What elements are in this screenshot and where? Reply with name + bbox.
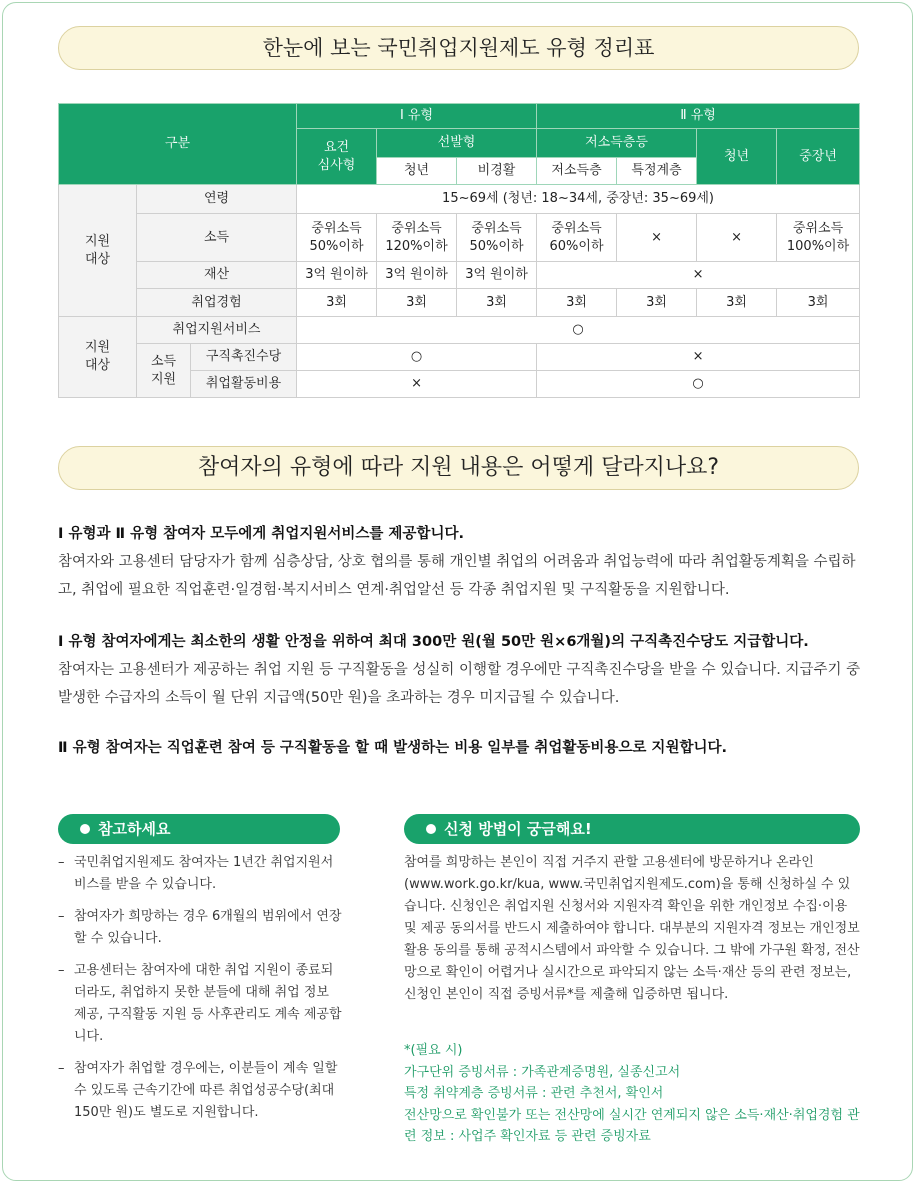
summary-table-title: 한눈에 보는 국민취업지원제도 유형 정리표 bbox=[58, 26, 859, 70]
support-content-title: 참여자의 유형에 따라 지원 내용은 어떻게 달라지나요? bbox=[58, 446, 859, 490]
bullet-dot-icon bbox=[80, 824, 90, 834]
paragraph-heading: Ⅰ 유형 참여자에게는 최소한의 생활 안정을 위하여 최대 300만 원(월 50만 원×6개월)의 구직촉진수당도 지급합니다. bbox=[58, 634, 809, 650]
paragraph-1 bbox=[58, 520, 863, 604]
paragraph-2 bbox=[58, 628, 863, 712]
income-support-label: 소득 지원 bbox=[137, 344, 191, 398]
row-label-asset: 재산 bbox=[137, 262, 297, 289]
paragraph-body: 참여자는 고용센터가 제공하는 취업 지원 등 구직활동을 성실히 이행할 경우에만 구직촉진수당을 받을 수 있습니다. 지급주기 중 발생한 수급자의 소득이 월 단위 지급액(50만 원)을 초과하는 경우 미지급될 수 있습니다. bbox=[58, 662, 861, 706]
list-item: – 참여자가 취업할 경우에는, 이분들이 계속 일할 수 있도록 근속기간에 따른 취업성공수당(최대 150만 원)도 별도로 지원합니다. bbox=[58, 1058, 344, 1124]
experience-cell: 3회 bbox=[617, 289, 697, 317]
group-target: 지원 대상 bbox=[59, 185, 137, 317]
experience-cell: 3회 bbox=[697, 289, 777, 317]
allowance-cell: × bbox=[537, 344, 860, 371]
experience-cell: 3회 bbox=[537, 289, 617, 317]
program-type-table bbox=[58, 103, 860, 398]
activity-cell: × bbox=[297, 371, 537, 398]
row-label-service: 취업지원서비스 bbox=[137, 317, 297, 344]
income-cell: 중위소득 50%이하 bbox=[297, 214, 377, 262]
income-cell: 중위소득 60%이하 bbox=[537, 214, 617, 262]
service-value: ○ bbox=[297, 317, 860, 344]
income-cell: 중위소득 100%이하 bbox=[777, 214, 860, 262]
header-special-vulnerable: 특정계층 bbox=[617, 158, 697, 185]
income-cell: × bbox=[617, 214, 697, 262]
header-selection-type: 선발형 bbox=[377, 129, 537, 158]
row-label-allowance: 구직촉진수당 bbox=[191, 344, 297, 371]
header-type1: Ⅰ 유형 bbox=[297, 104, 537, 129]
list-item: – 고용센터는 참여자에 대한 취업 지원이 종료되더라도, 취업하지 못한 분들에 대해 취업 정보 제공, 구직활동 지원 등 사후관리도 계속 제공합니다. bbox=[58, 960, 344, 1048]
age-value: 15~69세 (청년: 18~34세, 중장년: 35~69세) bbox=[297, 185, 860, 214]
paragraph-body: 참여자와 고용센터 담당자가 함께 심층상담, 상호 협의를 통해 개인별 취업의 어려움과 취업능력에 따라 취업활동계획을 수립하고, 취업에 필요한 직업훈련·일경험·복지서비스 연계·취업알선 등 각종 취업지원 및 구직활동을 지원합니다. bbox=[58, 554, 856, 598]
experience-cell: 3회 bbox=[297, 289, 377, 317]
header-youth: 청년 bbox=[697, 129, 777, 185]
reference-tag bbox=[58, 814, 340, 844]
reference-list bbox=[58, 852, 344, 1134]
experience-cell: 3회 bbox=[777, 289, 860, 317]
paragraph-heading: Ⅱ 유형 참여자는 직업훈련 참여 등 구직활동을 할 때 발생하는 비용 일부를 취업활동비용으로 지원합니다. bbox=[58, 740, 727, 756]
header-type2: Ⅱ 유형 bbox=[537, 104, 860, 129]
paragraph-heading: Ⅰ 유형과 Ⅱ 유형 참여자 모두에게 취업지원서비스를 제공합니다. bbox=[58, 526, 464, 542]
header-category: 구분 bbox=[59, 104, 297, 185]
experience-cell: 3회 bbox=[377, 289, 457, 317]
asset-cell: 3억 원이하 bbox=[377, 262, 457, 289]
bullet-dot-icon bbox=[426, 824, 436, 834]
asset-cell: 3억 원이하 bbox=[297, 262, 377, 289]
document-notes bbox=[404, 1040, 866, 1148]
apply-text: 참여를 희망하는 본인이 직접 거주지 관할 고용센터에 방문하거나 온라인(www.work.go.kr/kua, www.국민취업지원제도.com)을 통해 신청하실 수 있습니다. 신청인은 취업지원 신청서와 지원자격 확인을 위한 개인정보 수집·이용 및 제공 동의서를 반드시 제출하여야 합니다. 대부분의 지원자격 정보는 개인정보 활용 동의를 통해 공적시스템에서 파악할 수 있습니다. 그 밖에 가구원 확정, 전산망으로 확인이 어렵거나 실시간으로 파악되지 않는 소득·재산 등의 관련 정보는, 신청인 본인이 직접 증빙서류*를 제출해 입증하면 됩니다. bbox=[404, 855, 860, 1002]
paragraph-3 bbox=[58, 734, 863, 762]
header-low-income-etc: 저소득층등 bbox=[537, 129, 697, 158]
list-item: – 참여자가 희망하는 경우 6개월의 범위에서 연장할 수 있습니다. bbox=[58, 906, 344, 950]
group-support: 지원 대상 bbox=[59, 317, 137, 398]
note-line: 전산망으로 확인불가 또는 전산망에 실시간 연계되지 않은 소득·재산·취업경험 관련 정보 : 사업주 확인자료 등 관련 증빙자료 bbox=[404, 1107, 860, 1144]
allowance-cell: ○ bbox=[297, 344, 537, 371]
row-label-activity-cost: 취업활동비용 bbox=[191, 371, 297, 398]
note-line: 특정 취약계층 증빙서류 : 관련 추천서, 확인서 bbox=[404, 1086, 664, 1101]
row-label-age: 연령 bbox=[137, 185, 297, 214]
header-review-type: 요건 심사형 bbox=[297, 129, 377, 185]
apply-tag bbox=[404, 814, 860, 844]
income-cell: 중위소득 50%이하 bbox=[457, 214, 537, 262]
income-cell: × bbox=[697, 214, 777, 262]
income-cell: 중위소득 120%이하 bbox=[377, 214, 457, 262]
header-selection-youth: 청년 bbox=[377, 158, 457, 185]
note-line: 가구단위 증빙서류 : 가족관계증명원, 실종신고서 bbox=[404, 1064, 681, 1080]
asset-cell: 3억 원이하 bbox=[457, 262, 537, 289]
reference-title: 참고하세요 bbox=[98, 820, 171, 838]
note-line: *(필요 시) bbox=[404, 1043, 463, 1058]
asset-cell: × bbox=[537, 262, 860, 289]
header-middle-aged: 중장년 bbox=[777, 129, 860, 185]
header-non-economic: 비경활 bbox=[457, 158, 537, 185]
activity-cell: ○ bbox=[537, 371, 860, 398]
header-low-income: 저소득층 bbox=[537, 158, 617, 185]
row-label-income: 소득 bbox=[137, 214, 297, 262]
row-label-experience: 취업경험 bbox=[137, 289, 297, 317]
list-item: – 국민취업지원제도 참여자는 1년간 취업지원서비스를 받을 수 있습니다. bbox=[58, 852, 344, 896]
apply-title: 신청 방법이 궁금해요! bbox=[444, 820, 592, 838]
experience-cell: 3회 bbox=[457, 289, 537, 317]
